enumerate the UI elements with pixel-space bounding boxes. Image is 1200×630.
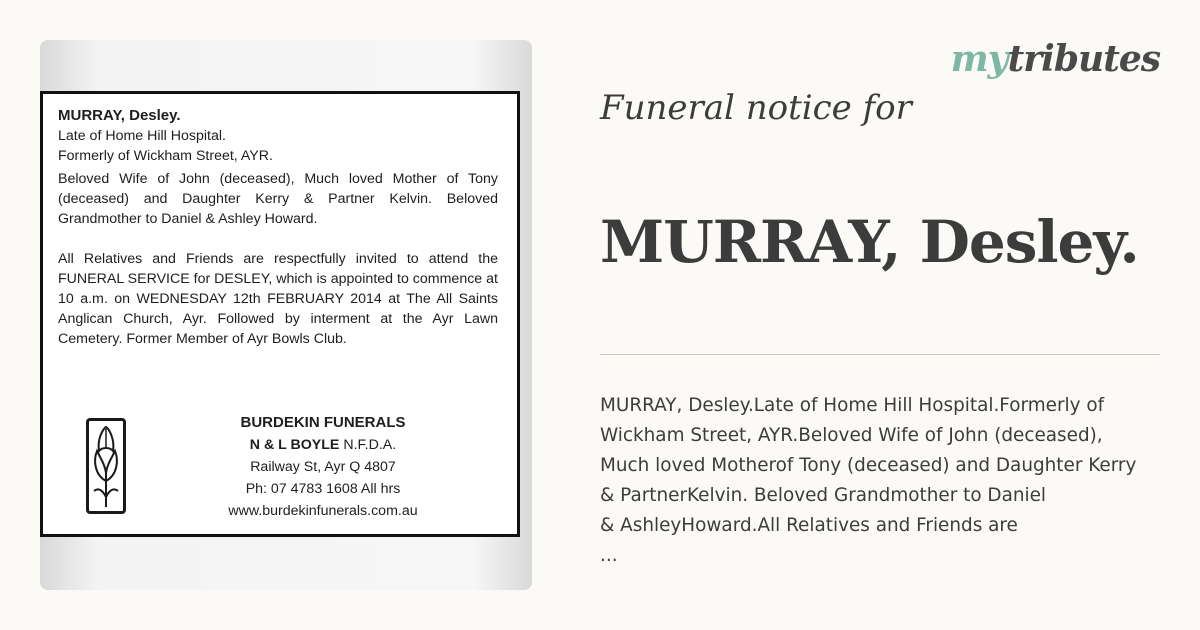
notice-family: Beloved Wife of John (deceased), Much loved Mother of Tony (deceased) and Daughter Kerry & Partner Kelvin. Beloved Grandmother to Daniel & Ashley Howard. [58,171,498,227]
notice-text [58,106,498,349]
flower-logo-graphic [89,421,123,511]
funeral-director-owners: N & L BOYLE [249,437,340,453]
logo-prefix: my [950,38,1008,80]
funeral-director-owners-line [168,434,478,456]
funeral-director-block [68,412,488,522]
excerpt-line: Much loved Motherof Tony (deceased) and Daughter Kerry [600,455,1137,476]
newspaper-notice [40,91,520,537]
funeral-director-phone: Ph: 07 4783 1608 All hrs [245,481,401,497]
funeral-director-text [168,412,478,522]
flower-logo-icon [86,418,126,514]
notice-excerpt [600,391,1192,571]
notice-address-line: Late of Home Hill Hospital. [58,128,226,144]
notice-service: All Relatives and Friends are respectfully invited to attend the FUNERAL SERVICE for DESLEY, which is appointed to commence at 10 a.m. on WEDNESDAY 12th FEBRUARY 2014 at The All Saints Anglican Church, Ayr. Followed by interment at the Ayr Lawn Cemetery. Former Member of Ayr Bowls Club. [58,251,498,347]
excerpt-ellipsis: ... [600,545,618,566]
excerpt-line: & PartnerKelvin. Beloved Grandmother to Daniel [600,485,1047,506]
notice-address-line: Formerly of Wickham Street, AYR. [58,148,273,164]
notice-heading: MURRAY, Desley. [58,107,181,124]
divider [600,354,1160,355]
funeral-director-website: www.burdekinfunerals.com.au [228,503,418,519]
funeral-director-address: Railway St, Ayr Q 4807 [250,459,396,475]
excerpt-line: MURRAY, Desley.Late of Home Hill Hospital.Formerly of [600,395,1105,416]
funeral-director-name: BURDEKIN FUNERALS [240,414,406,431]
mytributes-logo[interactable] [951,38,1160,80]
excerpt-line: & AshleyHoward.All Relatives and Friends are [600,515,1018,536]
excerpt-line: Wickham Street, AYR.Beloved Wife of John (deceased), [600,425,1103,446]
funeral-director-association: N.F.D.A. [343,437,397,453]
page-title: MURRAY, Desley. [600,208,1139,276]
notice-image-card [40,40,532,590]
logo-suffix: tributes [1007,38,1160,80]
page-subtitle: Funeral notice for [600,88,912,128]
